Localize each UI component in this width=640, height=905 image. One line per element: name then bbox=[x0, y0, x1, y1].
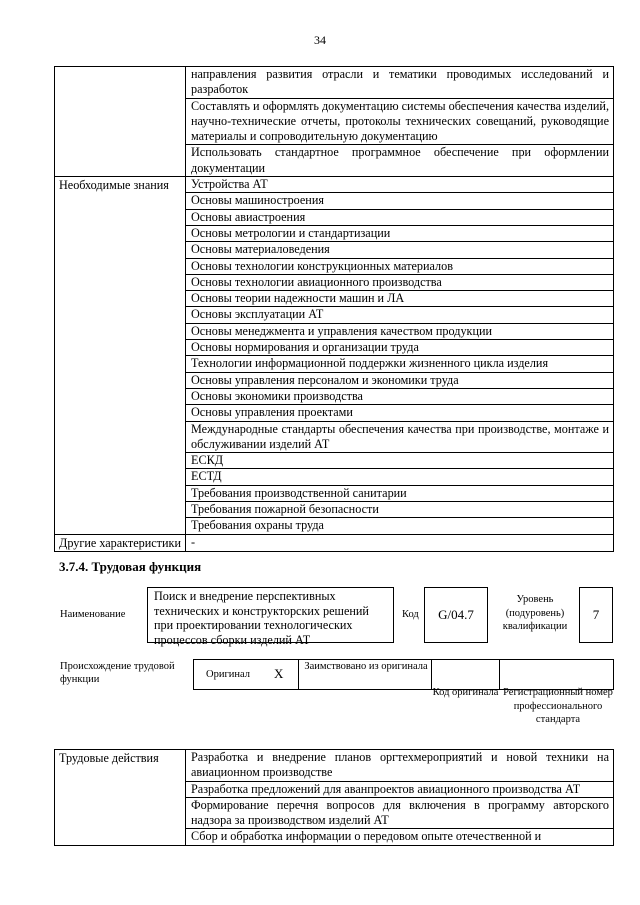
table-row bbox=[55, 750, 614, 782]
list-item: Основы теории надежности машин и ЛА bbox=[186, 291, 614, 307]
action-item: Формирование перечня вопросов для включения в программу авторского надзора за производством изделий АТ bbox=[186, 797, 614, 829]
row-label: Другие характеристики bbox=[55, 534, 186, 551]
name-label: Наименование bbox=[60, 609, 126, 620]
table-row bbox=[55, 67, 614, 99]
table-row bbox=[55, 534, 614, 551]
list-item: ЕСТД bbox=[186, 469, 614, 485]
list-item: - bbox=[186, 534, 614, 551]
list-item: Основы экономики производства bbox=[186, 388, 614, 404]
list-item: Требования охраны труда bbox=[186, 518, 614, 534]
actions-label: Трудовые действия bbox=[55, 750, 186, 846]
list-item: Составлять и оформлять документацию системы обеспечения качества изделий, научно-технические отчеты, протоколы технических совещаний, руководящие материалы и сопроводительную документацию bbox=[186, 98, 614, 145]
function-name-box: Поиск и внедрение перспективных технических и конструкторских решений при проектировании технологических процессов сборки изделий АТ bbox=[147, 587, 394, 643]
list-item: Основы авиастроения bbox=[186, 209, 614, 225]
origin-label: Происхождение трудовой функции bbox=[60, 661, 175, 685]
row-label bbox=[55, 67, 186, 177]
list-item: Основы метрологии и стандартизации bbox=[186, 225, 614, 241]
actions-table bbox=[54, 749, 614, 846]
row-label: Необходимые знания bbox=[55, 177, 186, 535]
list-item: Основы машиностроения bbox=[186, 193, 614, 209]
code-label: Код bbox=[402, 609, 419, 620]
list-item: Основы управления проектами bbox=[186, 405, 614, 421]
original-mark: X bbox=[274, 666, 284, 681]
table-row bbox=[55, 177, 614, 193]
list-item: Основы управления персоналом и экономики труда bbox=[186, 372, 614, 388]
list-item: направления развития отрасли и тематики проводимых исследований и разработок bbox=[186, 67, 614, 99]
list-item: Международные стандарты обеспечения качества при производстве, монтаже и обслуживании изделий АТ bbox=[186, 421, 614, 453]
original-label: Оригинал bbox=[206, 669, 250, 680]
action-item: Сбор и обработка информации о передовом опыте отечественной и bbox=[186, 829, 614, 845]
list-item: Основы технологии конструкционных материалов bbox=[186, 258, 614, 274]
borrowed-label: Заимствовано из оригинала bbox=[304, 661, 428, 672]
borrowed-cell bbox=[298, 659, 432, 690]
code-caption: Код оригинала bbox=[432, 687, 499, 698]
list-item: Требования пожарной безопасности bbox=[186, 502, 614, 518]
level-label: Уровень (подуровень) квалификации bbox=[502, 594, 568, 632]
section-title: 3.7.4. Трудовая функция bbox=[59, 559, 202, 574]
reg-caption: Регистрационный номер профессионального стандарта bbox=[503, 687, 613, 725]
list-item: Основы технологии авиационного производства bbox=[186, 274, 614, 290]
action-item: Разработка предложений для аванпроектов авиационного производства АТ bbox=[186, 781, 614, 797]
page-number: 34 bbox=[314, 33, 326, 47]
level-value-box: 7 bbox=[579, 587, 613, 643]
list-item: Основы нормирования и организации труда bbox=[186, 340, 614, 356]
list-item: Устройства АТ bbox=[186, 177, 614, 193]
function-code-box: G/04.7 bbox=[424, 587, 488, 643]
list-item: Основы эксплуатации АТ bbox=[186, 307, 614, 323]
list-item: Основы материаловедения bbox=[186, 242, 614, 258]
knowledge-table bbox=[54, 66, 614, 552]
list-item: Использовать стандартное программное обеспечение при оформлении документации bbox=[186, 145, 614, 177]
list-item: Требования производственной санитарии bbox=[186, 485, 614, 501]
list-item: ЕСКД bbox=[186, 453, 614, 469]
action-item: Разработка и внедрение планов оргтехмероприятий и новой техники на авиационном производстве bbox=[186, 750, 614, 782]
list-item: Технологии информационной поддержки жизненного цикла изделия bbox=[186, 356, 614, 372]
list-item: Основы менеджмента и управления качеством продукции bbox=[186, 323, 614, 339]
original-cell bbox=[193, 659, 299, 690]
